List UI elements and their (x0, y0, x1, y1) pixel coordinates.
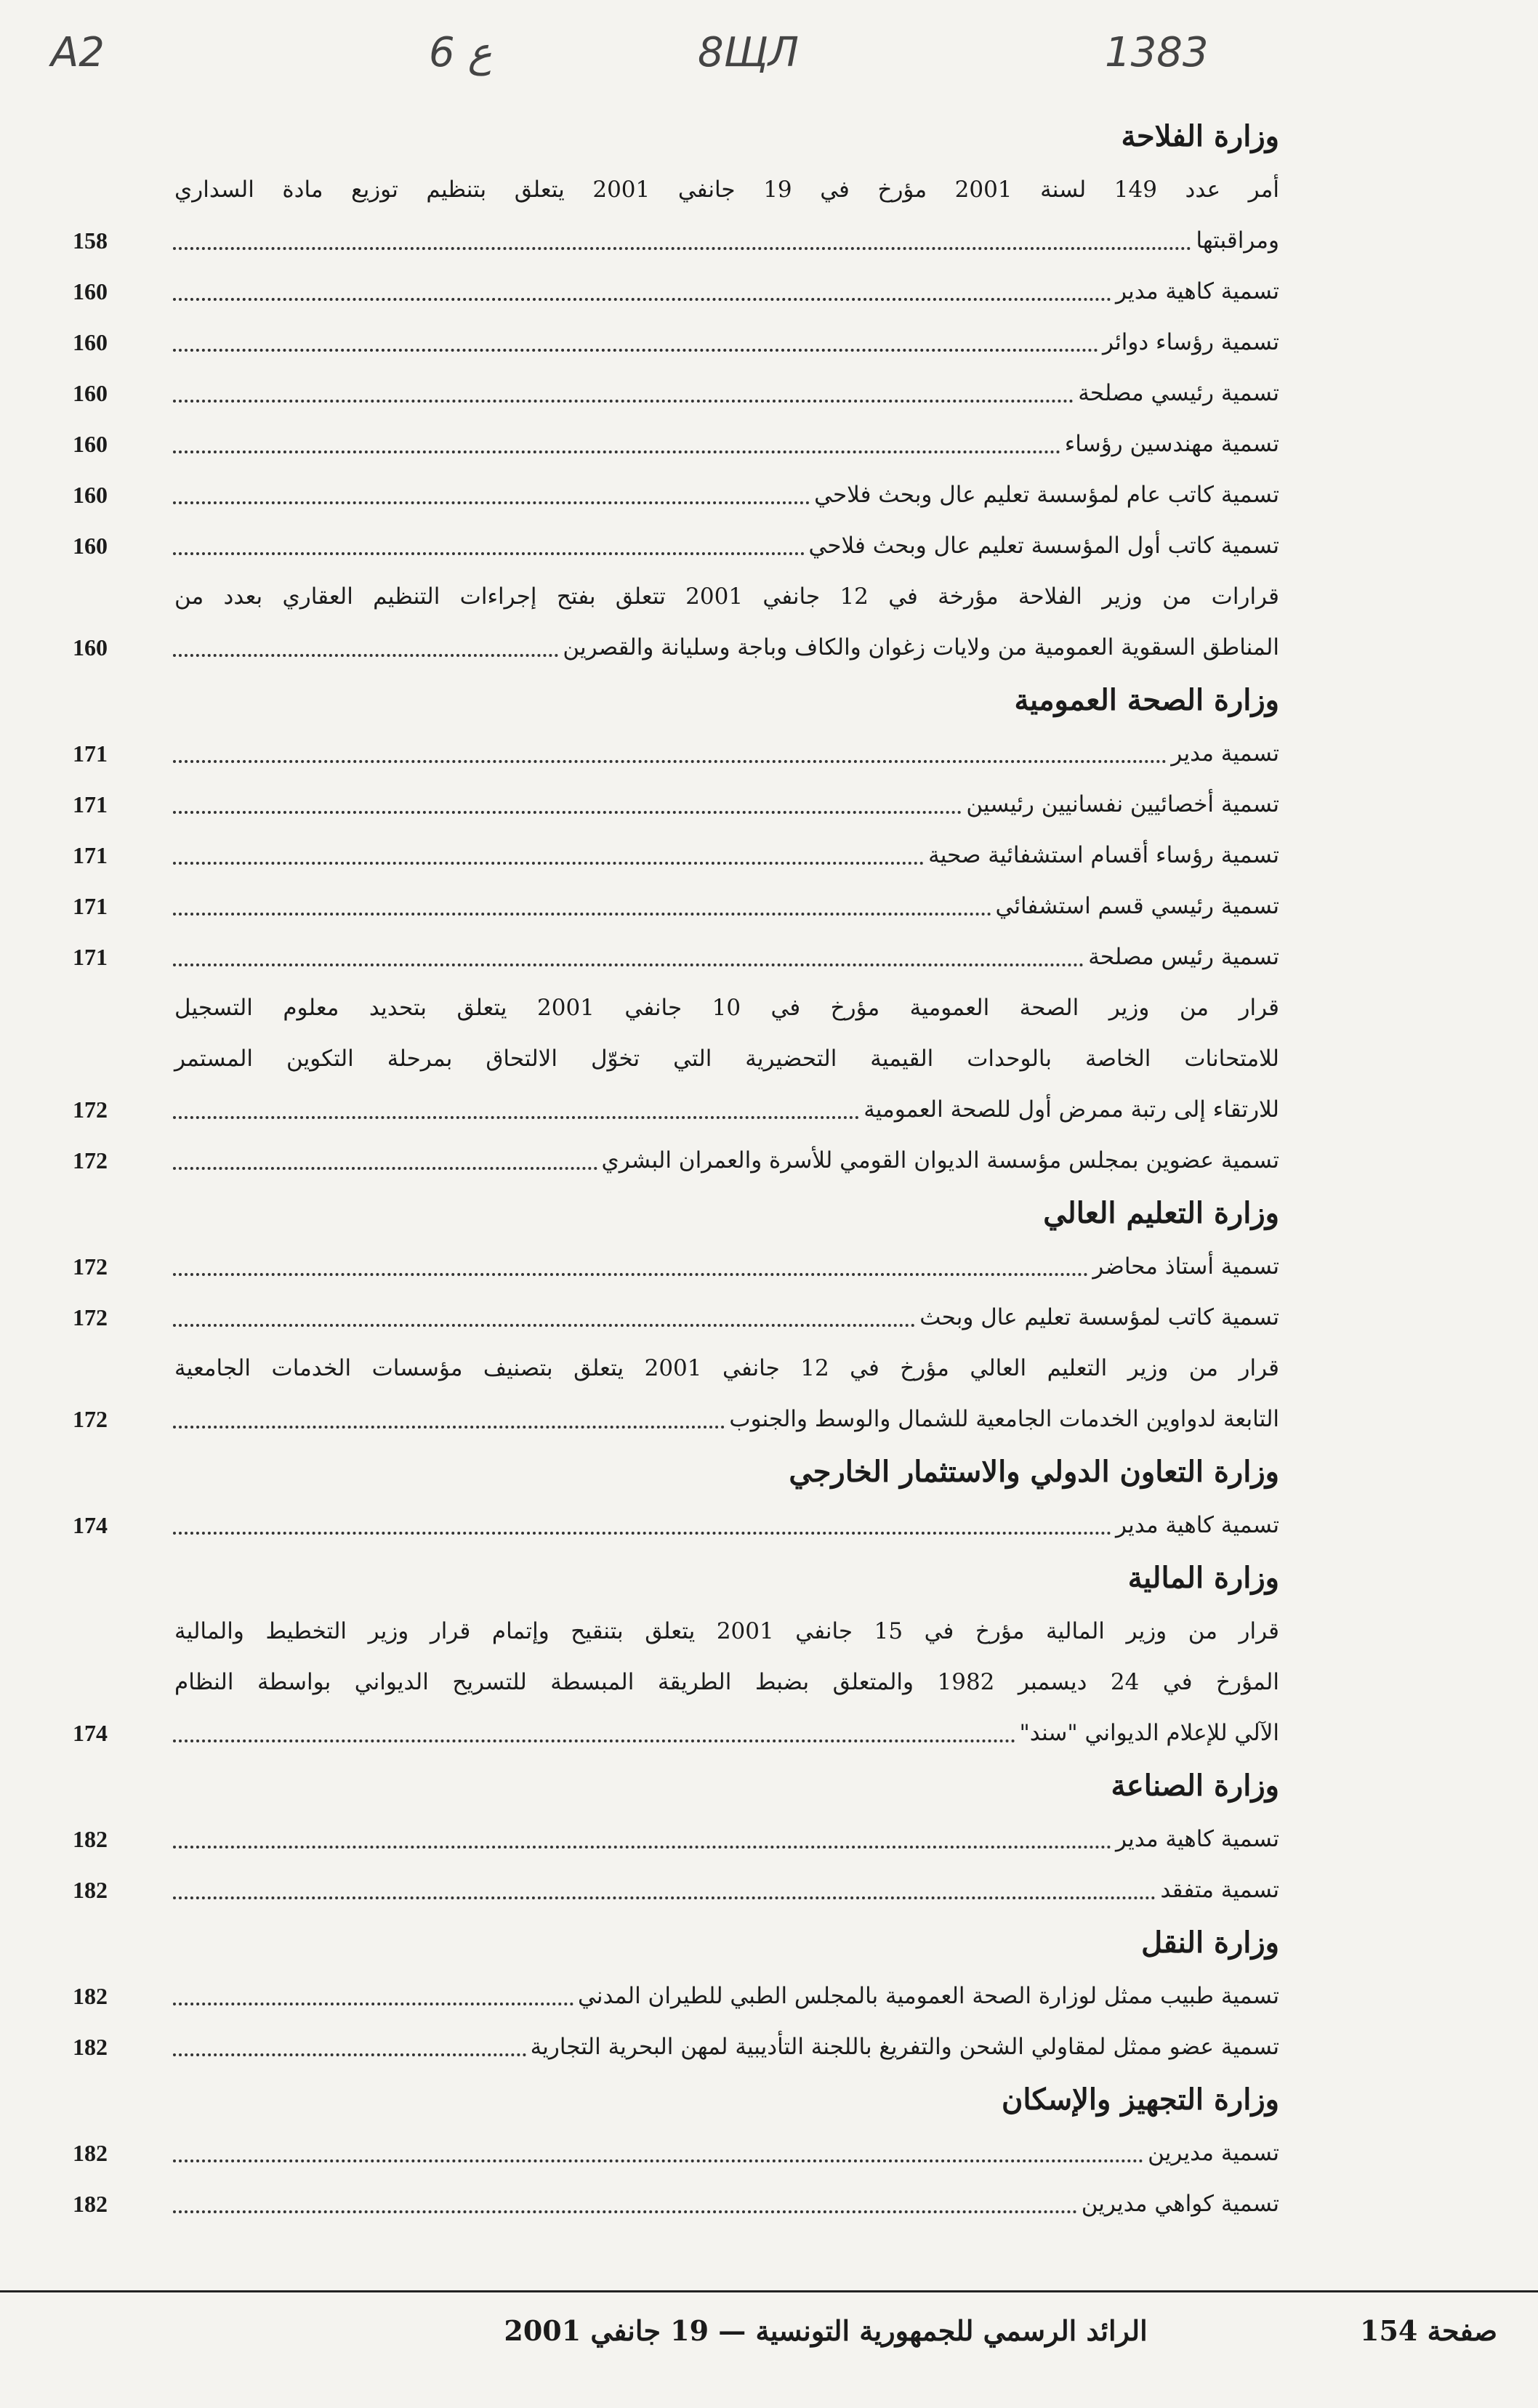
entry-text-line: التابعة لدواوين الخدمات الجامعية للشمال والوسط والجنوب (729, 1406, 1279, 1432)
entry-text-line: قرارات من وزير الفلاحة مؤرخة في 12 جانفي 2001 تتعلق بفتح إجراءات التنظيم العقاري بعدد من (174, 583, 1279, 610)
entry-page-number: 160 (73, 482, 108, 508)
toc-section (73, 1186, 1279, 1445)
entry-text-line: تسمية مديرين (1148, 2140, 1279, 2166)
entry-text-line: المناطق السقوية العمومية من ولايات زغوان والكاف وباجة وسليانة والقصرين (563, 634, 1279, 660)
dot-leader (173, 1896, 1156, 1899)
entry-page-number: 172 (73, 1253, 108, 1280)
entry-text-line: تسمية رئيسي مصلحة (1078, 380, 1279, 406)
handwritten-note-left: A2 (51, 29, 105, 76)
entry-page-number: 171 (73, 740, 108, 767)
dot-leader (173, 400, 1074, 403)
toc-entry (73, 317, 1279, 368)
toc-section (73, 1445, 1279, 1551)
entry-page-number: 171 (73, 944, 108, 970)
dot-leader (173, 1532, 1111, 1535)
entry-text-line: قرار من وزير التعليم العالي مؤرخ في 12 جانفي 2001 يتعلق بتصنيف مؤسسات الخدمات الجامعية (174, 1355, 1279, 1381)
toc-entry (73, 1606, 1279, 1758)
entry-page-number: 172 (73, 1406, 108, 1432)
toc-entry (73, 881, 1279, 932)
toc-entry (73, 419, 1279, 469)
footer-gazette-title: الرائد الرسمي للجمهورية التونسية — 19 جانفي 2001 (504, 2314, 1148, 2347)
dot-leader (173, 2053, 526, 2056)
entry-text-line: تسمية رؤساء دوائر (1103, 329, 1279, 355)
entry-text-line: تسمية مهندسين رؤساء (1064, 431, 1279, 457)
table-of-contents (73, 109, 1279, 2229)
entry-text-line: تسمية كاهية مدير (1115, 278, 1279, 304)
dot-leader (173, 451, 1060, 453)
dot-leader (173, 349, 1098, 352)
entry-text-line: تسمية رئيسي قسم استشفائي (995, 893, 1279, 919)
toc-entry (73, 728, 1279, 779)
entry-text-line: تسمية عضو ممثل لمقاولي الشحن والتفريغ باللجنة التأديبية لمهن البحرية التجارية (530, 2034, 1279, 2060)
entry-text-line: قرار من وزير المالية مؤرخ في 15 جانفي 2001 يتعلق بتنقيح وإتمام قرار وزير التخطيط والمالية (174, 1618, 1279, 1644)
toc-entry (73, 779, 1279, 830)
toc-entry (73, 2128, 1279, 2178)
entry-page-number: 172 (73, 1147, 108, 1173)
dot-leader (173, 963, 1084, 966)
entry-text-line: تسمية رؤساء أقسام استشفائية صحية (928, 842, 1279, 868)
toc-entry (73, 1814, 1279, 1864)
toc-section (73, 109, 1279, 673)
dot-leader (173, 862, 924, 865)
toc-entry (73, 1241, 1279, 1292)
page-footer (291, 2314, 1497, 2347)
entry-text-line: تسمية مدير (1171, 740, 1279, 767)
handwritten-note-mid: 8ЩЛ (698, 29, 799, 76)
section-title: وزارة التجهيز والإسكان (1001, 2082, 1279, 2117)
toc-entry (73, 520, 1279, 571)
toc-entry (73, 932, 1279, 982)
dot-leader (173, 298, 1111, 301)
entry-text-line: تسمية كاهية مدير (1115, 1512, 1279, 1538)
dot-leader (173, 760, 1167, 763)
entry-text-line: تسمية كاتب عام لمؤسسة تعليم عال وبحث فلاحي (814, 482, 1279, 508)
entry-page-number: 182 (73, 1877, 108, 1903)
entry-page-number: 182 (73, 2140, 108, 2166)
dot-leader (173, 811, 962, 814)
toc-entry (73, 368, 1279, 419)
dot-leader (173, 1426, 725, 1429)
handwritten-note-mid-left: 6 ع (429, 29, 492, 76)
entry-text-line: قرار من وزير الصحة العمومية مؤرخ في 10 جانفي 2001 يتعلق بتحديد معلوم التسجيل (174, 995, 1279, 1021)
toc-entry (73, 1500, 1279, 1551)
dot-leader (173, 1324, 915, 1327)
entry-page-number: 160 (73, 431, 108, 457)
entry-page-number: 182 (73, 2034, 108, 2060)
toc-section (73, 1758, 1279, 1915)
entry-page-number: 158 (73, 227, 108, 254)
entry-page-number: 160 (73, 278, 108, 304)
section-title: وزارة النقل (1141, 1926, 1279, 1960)
dot-leader (173, 654, 558, 657)
entry-page-number: 174 (73, 1512, 108, 1538)
entry-page-number: 171 (73, 842, 108, 868)
entry-page-number: 160 (73, 380, 108, 406)
dot-leader (173, 2003, 573, 2005)
entry-page-number: 172 (73, 1304, 108, 1330)
entry-text-line: أمر عدد 149 لسنة 2001 مؤرخ في 19 جانفي 2001 يتعلق بتنظيم توزيع مادة السداري (174, 177, 1280, 203)
entry-text-line: تسمية أخصائيين نفسانيين رئيسين (966, 791, 1279, 817)
toc-entry (73, 1971, 1279, 2021)
entry-text-line: تسمية كاتب أول المؤسسة تعليم عال وبحث فلاحي (808, 533, 1279, 559)
toc-entry (73, 571, 1279, 673)
entry-text-line: للارتقاء إلى رتبة ممرض أول للصحة العمومية (863, 1096, 1279, 1123)
entry-page-number: 182 (73, 1983, 108, 2009)
entry-page-number: 160 (73, 533, 108, 559)
toc-entry (73, 164, 1279, 266)
section-title: وزارة الصناعة (1111, 1769, 1279, 1803)
dot-leader (173, 1273, 1088, 1276)
toc-entry (73, 1864, 1279, 1915)
entry-page-number: 171 (73, 893, 108, 919)
toc-entry (73, 2021, 1279, 2072)
toc-entry (73, 469, 1279, 520)
section-title: وزارة التعاون الدولي والاستثمار الخارجي (789, 1455, 1279, 1489)
toc-section (73, 1551, 1279, 1758)
section-title: وزارة التعليم العالي (1043, 1196, 1279, 1230)
entry-text-line: ومراقبتها (1196, 227, 1279, 254)
entry-text-line: المؤرخ في 24 ديسمبر 1982 والمتعلق بضبط الطريقة المبسطة للتسريح الديواني بواسطة النظام (174, 1669, 1279, 1695)
entry-page-number: 182 (73, 2191, 108, 2217)
dot-leader (173, 1116, 859, 1119)
toc-entry (73, 982, 1279, 1135)
footer-divider (0, 2290, 1538, 2292)
dot-leader (173, 1740, 1015, 1742)
footer-page-number: صفحة 154 (1360, 2314, 1497, 2347)
entry-page-number: 172 (73, 1096, 108, 1123)
entry-text-line: تسمية كاتب لمؤسسة تعليم عال وبحث (919, 1304, 1279, 1330)
section-title: وزارة الصحة العمومية (1014, 683, 1279, 717)
dot-leader (173, 1846, 1111, 1849)
entry-text-line: الآلي للإعلام الديواني "سند" (1019, 1720, 1279, 1746)
toc-entry (73, 1135, 1279, 1186)
entry-text-line: تسمية كواهي مديرين (1081, 2191, 1279, 2217)
dot-leader (173, 2159, 1143, 2162)
entry-text-line: تسمية متفقد (1160, 1877, 1279, 1903)
dot-leader (173, 501, 810, 504)
entry-page-number: 171 (73, 791, 108, 817)
toc-entry (73, 1292, 1279, 1343)
toc-section (73, 673, 1279, 1186)
entry-page-number: 160 (73, 634, 108, 660)
dot-leader (173, 1167, 597, 1170)
handwritten-note-right: 1383 (1105, 29, 1209, 76)
section-title: وزارة المالية (1127, 1561, 1279, 1595)
toc-entry (73, 830, 1279, 881)
toc-section (73, 1915, 1279, 2072)
dot-leader (173, 913, 991, 916)
toc-section (73, 2072, 1279, 2229)
dot-leader (173, 2210, 1077, 2213)
entry-text-line: تسمية كاهية مدير (1115, 1826, 1279, 1852)
entry-page-number: 174 (73, 1720, 108, 1746)
entry-text-line: تسمية أستاذ محاضر (1092, 1253, 1279, 1280)
entry-page-number: 182 (73, 1826, 108, 1852)
toc-entry (73, 2178, 1279, 2229)
entry-text-line: تسمية طبيب ممثل لوزارة الصحة العمومية بالمجلس الطبي للطيران المدني (577, 1983, 1279, 2009)
dot-leader (173, 247, 1191, 250)
entry-page-number: 160 (73, 329, 108, 355)
toc-entry (73, 266, 1279, 317)
section-title: وزارة الفلاحة (1121, 119, 1279, 153)
entry-text-line: تسمية عضوين بمجلس مؤسسة الديوان القومي للأسرة والعمران البشري (601, 1147, 1279, 1173)
toc-entry (73, 1343, 1279, 1445)
entry-text-line: تسمية رئيس مصلحة (1088, 944, 1279, 970)
dot-leader (173, 552, 805, 555)
entry-text-line: للامتحانات الخاصة بالوحدات القيمية التحضيرية التي تخوّل الالتحاق بمرحلة التكوين المستمر (174, 1046, 1279, 1072)
